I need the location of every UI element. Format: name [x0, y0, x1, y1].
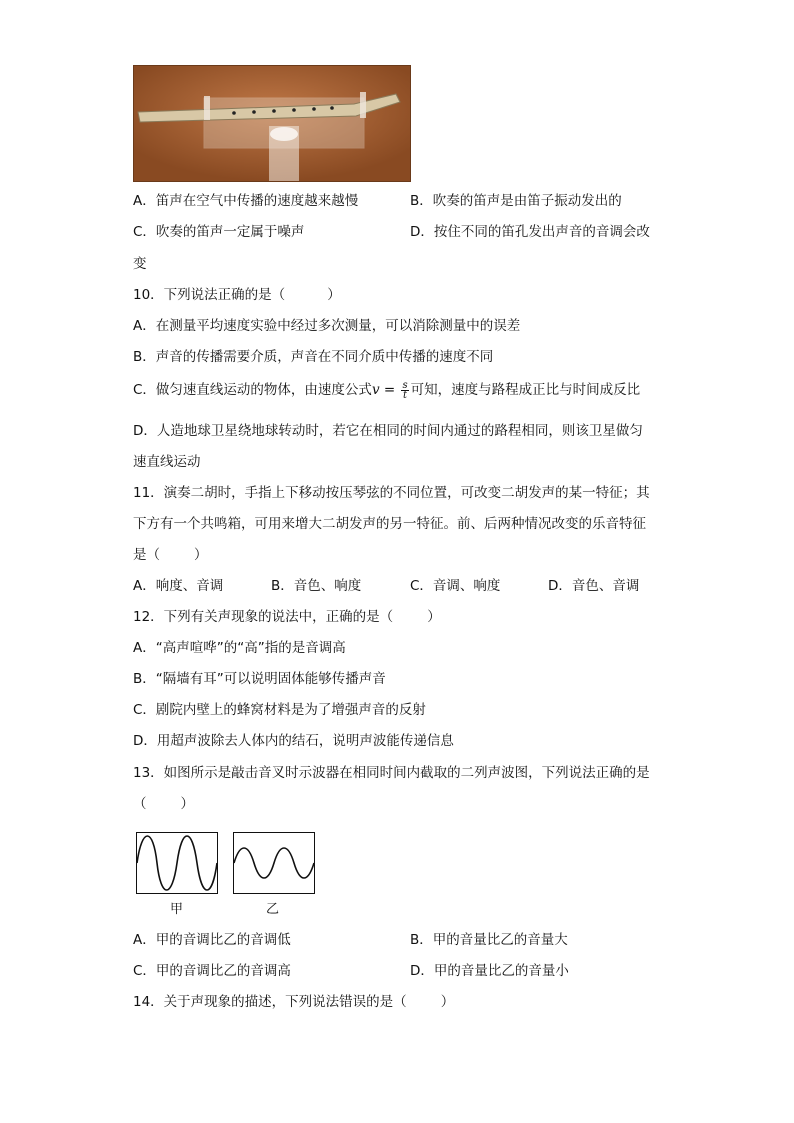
velocity-symbol: v	[371, 382, 380, 398]
fraction-denominator: t	[403, 389, 408, 401]
q10-option-a[interactable]: A．在测量平均速度实验中经过多次测量，可以消除测量中的误差	[133, 318, 521, 334]
q10-stem-text: 10．下列说法正确的是（	[133, 287, 286, 303]
speed-formula-fraction	[401, 381, 408, 400]
waveform-label-jia: 甲	[170, 902, 184, 917]
q13-option-b[interactable]: B．甲的音量比乙的音量大	[410, 932, 568, 948]
q10-option-d[interactable]: D．人造地球卫星绕地球转动时，若它在相同的时间内通过的路程相同，则该卫星做匀	[133, 423, 643, 439]
flute-photo	[133, 65, 411, 182]
q13-stem-open: （	[133, 796, 147, 812]
q11-option-c[interactable]: C．音调、响度	[410, 578, 501, 594]
q12-stem-text: 12．下列有关声现象的说法中，正确的是（	[133, 609, 394, 625]
q12-option-d[interactable]: D．用超声波除去人体内的结石，说明声波能传递信息	[133, 733, 454, 749]
q12-option-c[interactable]: C．剧院内壁上的蜂窝材料是为了增强声音的反射	[133, 702, 426, 718]
q10-stem	[133, 285, 341, 305]
q13-option-a[interactable]: A．甲的音调比乙的音调低	[133, 932, 291, 948]
q9-option-b[interactable]: B．吹奏的笛声是由笛子振动发出的	[410, 193, 622, 209]
q13-stem-line2	[133, 794, 194, 814]
q9-option-d[interactable]: D．按住不同的笛孔发出声音的音调会改	[410, 224, 650, 240]
q11-option-a[interactable]: A．响度、音调	[133, 578, 224, 594]
q12-option-b[interactable]: B．“隔墙有耳”可以说明固体能够传播声音	[133, 671, 386, 687]
q14-stem-text: 14．关于声现象的描述，下列说法错误的是（	[133, 994, 407, 1010]
q10-option-b[interactable]: B．声音的传播需要介质，声音在不同介质中传播的速度不同	[133, 349, 494, 365]
q10-option-d-continued: 速直线运动	[133, 454, 201, 470]
q13-option-d[interactable]: D．甲的音量比乙的音量小	[410, 963, 569, 979]
waveform-yi	[233, 832, 315, 894]
q12-option-a[interactable]: A．“高声喧哗”的“高”指的是音调高	[133, 640, 346, 656]
q14-stem	[133, 992, 454, 1012]
q13-stem-line1: 13．如图所示是敲击音叉时示波器在相同时间内截取的二列声波图，下列说法正确的是	[133, 765, 650, 781]
q9-option-a[interactable]: A．笛声在空气中传播的速度越来越慢	[133, 193, 359, 209]
q11-option-d[interactable]: D．音色、音调	[548, 578, 640, 594]
q11-stem-end: ）	[194, 547, 208, 563]
q11-stem-line3	[133, 545, 208, 565]
q10-stem-end: ）	[327, 287, 341, 303]
q13-stem-end: ）	[180, 796, 194, 812]
q9-option-d-continued: 变	[133, 256, 147, 272]
q12-stem	[133, 607, 441, 627]
waveform-label-yi: 乙	[266, 902, 280, 917]
waveform-jia-plot	[137, 833, 217, 893]
q11-stem-line1: 11．演奏二胡时，手指上下移动按压琴弦的不同位置，可改变二胡发声的某一特征；其	[133, 485, 650, 501]
flute-illustration	[134, 66, 410, 181]
q12-stem-end: ）	[427, 609, 441, 625]
equals-sign: =	[379, 382, 400, 398]
q10-option-c-pre: C．做匀速直线运动的物体，由速度公式	[133, 382, 372, 398]
q10-option-c[interactable]	[133, 380, 640, 400]
q11-stem-line3-text: 是（	[133, 547, 160, 563]
waveform-jia	[136, 832, 218, 894]
q14-stem-end: ）	[440, 994, 455, 1010]
q13-option-c[interactable]: C．甲的音调比乙的音调高	[133, 963, 291, 979]
fraction-numerator: s	[402, 379, 408, 391]
waveform-yi-plot	[234, 833, 314, 893]
q10-option-c-post: 可知，速度与路程成正比与时间成反比	[410, 382, 641, 398]
q9-option-c[interactable]: C．吹奏的笛声一定属于噪声	[133, 224, 305, 240]
q11-stem-line2: 下方有一个共鸣箱，可用来增大二胡发声的另一特征。前、后两种情况改变的乐音特征	[133, 516, 646, 532]
q11-option-b[interactable]: B．音色、响度	[271, 578, 362, 594]
